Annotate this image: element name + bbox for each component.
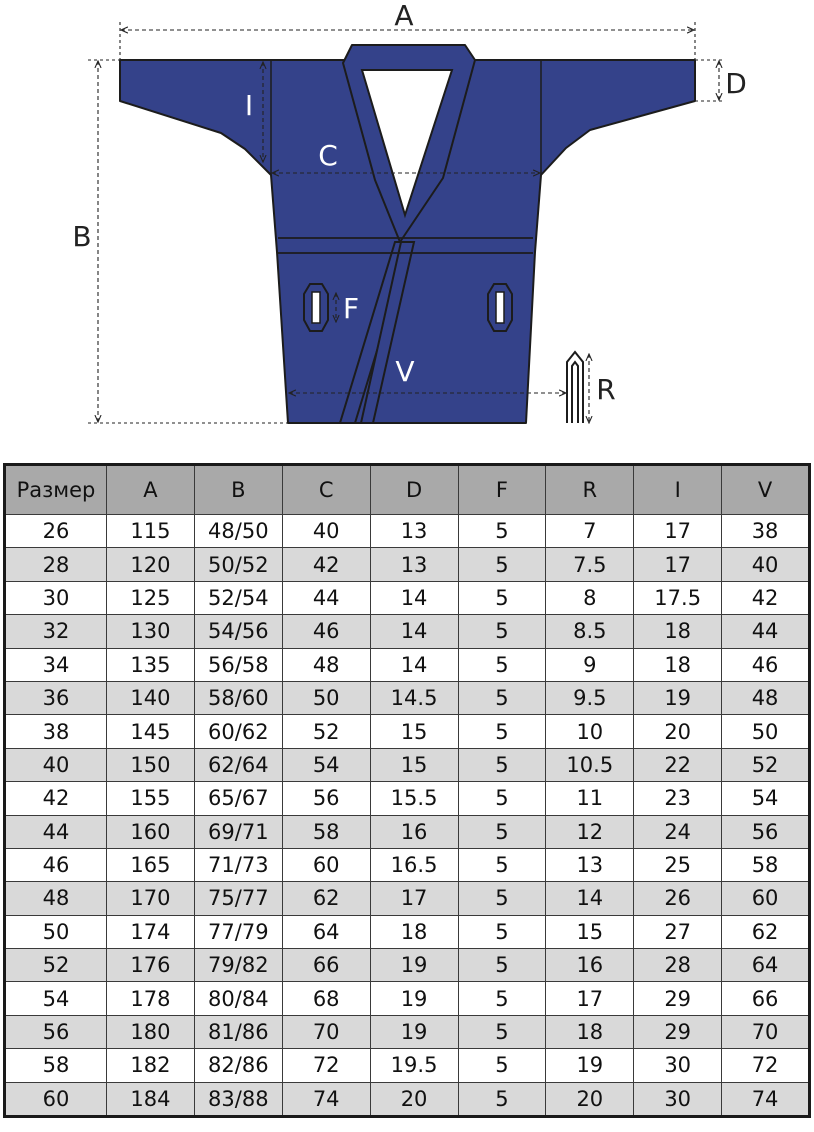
table-cell: 70 bbox=[722, 1015, 810, 1048]
table-row bbox=[5, 982, 810, 1015]
column-header: C bbox=[282, 465, 370, 515]
table-cell: 18 bbox=[546, 1015, 634, 1048]
table-cell: 72 bbox=[282, 1049, 370, 1082]
table-cell: 50 bbox=[5, 915, 107, 948]
table-cell: 46 bbox=[722, 648, 810, 681]
table-cell: 74 bbox=[722, 1082, 810, 1116]
table-cell: 54 bbox=[5, 982, 107, 1015]
column-header: D bbox=[370, 465, 458, 515]
table-cell: 5 bbox=[458, 515, 546, 548]
table-cell: 60/62 bbox=[194, 715, 282, 748]
table-cell: 5 bbox=[458, 1049, 546, 1082]
table-cell: 14 bbox=[370, 615, 458, 648]
column-header: V bbox=[722, 465, 810, 515]
table-cell: 5 bbox=[458, 1082, 546, 1116]
table-cell: 125 bbox=[107, 581, 195, 614]
table-cell: 58 bbox=[5, 1049, 107, 1082]
table-cell: 32 bbox=[5, 615, 107, 648]
label-a: A bbox=[394, 0, 414, 32]
table-cell: 18 bbox=[370, 915, 458, 948]
table-cell: 44 bbox=[282, 581, 370, 614]
table-cell: 60 bbox=[282, 848, 370, 881]
table-cell: 46 bbox=[282, 615, 370, 648]
table-cell: 178 bbox=[107, 982, 195, 1015]
table-cell: 40 bbox=[5, 748, 107, 781]
label-c: C bbox=[318, 139, 338, 172]
table-cell: 52/54 bbox=[194, 581, 282, 614]
label-b: B bbox=[72, 220, 92, 253]
table-row bbox=[5, 715, 810, 748]
table-cell: 66 bbox=[282, 949, 370, 982]
table-cell: 74 bbox=[282, 1082, 370, 1116]
table-cell: 71/73 bbox=[194, 848, 282, 881]
belt-loop-left bbox=[304, 284, 328, 331]
table-cell: 130 bbox=[107, 615, 195, 648]
label-v: V bbox=[395, 355, 415, 388]
table-cell: 16 bbox=[370, 815, 458, 848]
table-cell: 10 bbox=[546, 715, 634, 748]
column-header: F bbox=[458, 465, 546, 515]
table-cell: 7.5 bbox=[546, 548, 634, 581]
table-cell: 14.5 bbox=[370, 681, 458, 714]
table-cell: 174 bbox=[107, 915, 195, 948]
table-row bbox=[5, 748, 810, 781]
table-cell: 180 bbox=[107, 1015, 195, 1048]
table-cell: 13 bbox=[370, 548, 458, 581]
table-cell: 29 bbox=[634, 1015, 722, 1048]
table-row bbox=[5, 581, 810, 614]
table-cell: 20 bbox=[546, 1082, 634, 1116]
table-row bbox=[5, 882, 810, 915]
table-cell: 50 bbox=[282, 681, 370, 714]
table-cell: 83/88 bbox=[194, 1082, 282, 1116]
table-cell: 18 bbox=[634, 615, 722, 648]
table-cell: 165 bbox=[107, 848, 195, 881]
table-cell: 5 bbox=[458, 648, 546, 681]
table-cell: 36 bbox=[5, 681, 107, 714]
table-cell: 18 bbox=[634, 648, 722, 681]
table-cell: 14 bbox=[370, 581, 458, 614]
table-cell: 56/58 bbox=[194, 648, 282, 681]
table-cell: 77/79 bbox=[194, 915, 282, 948]
belt-tip bbox=[567, 352, 583, 423]
table-row bbox=[5, 915, 810, 948]
table-row bbox=[5, 1082, 810, 1116]
table-cell: 34 bbox=[5, 648, 107, 681]
table-cell: 64 bbox=[282, 915, 370, 948]
table-cell: 20 bbox=[370, 1082, 458, 1116]
label-i: I bbox=[244, 89, 254, 122]
column-header: B bbox=[194, 465, 282, 515]
table-cell: 15.5 bbox=[370, 782, 458, 815]
table-cell: 184 bbox=[107, 1082, 195, 1116]
table-cell: 5 bbox=[458, 681, 546, 714]
table-cell: 170 bbox=[107, 882, 195, 915]
table-cell: 19 bbox=[370, 1015, 458, 1048]
table-cell: 5 bbox=[458, 1015, 546, 1048]
table-cell: 40 bbox=[282, 515, 370, 548]
table-cell: 17.5 bbox=[634, 581, 722, 614]
table-cell: 5 bbox=[458, 848, 546, 881]
table-cell: 69/71 bbox=[194, 815, 282, 848]
table-cell: 58/60 bbox=[194, 681, 282, 714]
table-cell: 30 bbox=[634, 1049, 722, 1082]
table-cell: 52 bbox=[722, 748, 810, 781]
table-cell: 13 bbox=[546, 848, 634, 881]
table-cell: 7 bbox=[546, 515, 634, 548]
table-row bbox=[5, 548, 810, 581]
table-cell: 60 bbox=[722, 882, 810, 915]
table-row bbox=[5, 1049, 810, 1082]
table-cell: 10.5 bbox=[546, 748, 634, 781]
table-cell: 14 bbox=[370, 648, 458, 681]
table-row bbox=[5, 815, 810, 848]
table-row bbox=[5, 782, 810, 815]
table-cell: 62 bbox=[282, 882, 370, 915]
table-cell: 12 bbox=[546, 815, 634, 848]
table-cell: 28 bbox=[5, 548, 107, 581]
column-header: R bbox=[546, 465, 634, 515]
table-cell: 42 bbox=[5, 782, 107, 815]
table-cell: 30 bbox=[5, 581, 107, 614]
table-cell: 140 bbox=[107, 681, 195, 714]
table-cell: 135 bbox=[107, 648, 195, 681]
table-cell: 8.5 bbox=[546, 615, 634, 648]
table-body bbox=[5, 515, 810, 1117]
label-d: D bbox=[725, 67, 747, 100]
table-cell: 19.5 bbox=[370, 1049, 458, 1082]
size-table-container bbox=[3, 463, 811, 1118]
table-cell: 5 bbox=[458, 782, 546, 815]
table-cell: 54/56 bbox=[194, 615, 282, 648]
table-cell: 15 bbox=[546, 915, 634, 948]
table-cell: 79/82 bbox=[194, 949, 282, 982]
size-table bbox=[3, 463, 811, 1118]
table-cell: 65/67 bbox=[194, 782, 282, 815]
table-cell: 29 bbox=[634, 982, 722, 1015]
table-row bbox=[5, 648, 810, 681]
table-cell: 115 bbox=[107, 515, 195, 548]
jacket-diagram bbox=[0, 0, 814, 440]
table-cell: 160 bbox=[107, 815, 195, 848]
table-cell: 19 bbox=[370, 982, 458, 1015]
table-cell: 48 bbox=[282, 648, 370, 681]
label-r: R bbox=[596, 373, 616, 406]
column-header: Размер bbox=[5, 465, 107, 515]
table-cell: 48 bbox=[5, 882, 107, 915]
table-cell: 52 bbox=[5, 949, 107, 982]
table-row bbox=[5, 681, 810, 714]
table-cell: 5 bbox=[458, 748, 546, 781]
table-cell: 19 bbox=[634, 681, 722, 714]
table-cell: 25 bbox=[634, 848, 722, 881]
table-cell: 70 bbox=[282, 1015, 370, 1048]
table-row bbox=[5, 1015, 810, 1048]
table-cell: 5 bbox=[458, 915, 546, 948]
table-cell: 17 bbox=[370, 882, 458, 915]
table-cell: 120 bbox=[107, 548, 195, 581]
table-cell: 26 bbox=[634, 882, 722, 915]
table-cell: 5 bbox=[458, 882, 546, 915]
table-cell: 50 bbox=[722, 715, 810, 748]
table-row bbox=[5, 848, 810, 881]
table-cell: 82/86 bbox=[194, 1049, 282, 1082]
table-cell: 75/77 bbox=[194, 882, 282, 915]
table-cell: 19 bbox=[370, 949, 458, 982]
table-cell: 48 bbox=[722, 681, 810, 714]
table-cell: 182 bbox=[107, 1049, 195, 1082]
table-cell: 17 bbox=[634, 515, 722, 548]
table-cell: 9 bbox=[546, 648, 634, 681]
table-cell: 58 bbox=[722, 848, 810, 881]
table-cell: 9.5 bbox=[546, 681, 634, 714]
table-cell: 23 bbox=[634, 782, 722, 815]
table-cell: 17 bbox=[634, 548, 722, 581]
table-cell: 80/84 bbox=[194, 982, 282, 1015]
table-cell: 52 bbox=[282, 715, 370, 748]
table-cell: 26 bbox=[5, 515, 107, 548]
table-row bbox=[5, 949, 810, 982]
table-row bbox=[5, 515, 810, 548]
table-cell: 81/86 bbox=[194, 1015, 282, 1048]
table-cell: 5 bbox=[458, 815, 546, 848]
table-cell: 44 bbox=[5, 815, 107, 848]
table-cell: 42 bbox=[282, 548, 370, 581]
table-cell: 56 bbox=[5, 1015, 107, 1048]
table-cell: 13 bbox=[370, 515, 458, 548]
table-cell: 5 bbox=[458, 615, 546, 648]
table-cell: 44 bbox=[722, 615, 810, 648]
table-cell: 16 bbox=[546, 949, 634, 982]
table-cell: 176 bbox=[107, 949, 195, 982]
table-cell: 54 bbox=[282, 748, 370, 781]
table-cell: 50/52 bbox=[194, 548, 282, 581]
label-f: F bbox=[342, 292, 360, 325]
table-cell: 56 bbox=[722, 815, 810, 848]
column-header: A bbox=[107, 465, 195, 515]
table-cell: 150 bbox=[107, 748, 195, 781]
table-cell: 48/50 bbox=[194, 515, 282, 548]
table-cell: 72 bbox=[722, 1049, 810, 1082]
table-cell: 28 bbox=[634, 949, 722, 982]
table-cell: 5 bbox=[458, 949, 546, 982]
table-cell: 58 bbox=[282, 815, 370, 848]
table-cell: 5 bbox=[458, 581, 546, 614]
table-cell: 16.5 bbox=[370, 848, 458, 881]
table-cell: 22 bbox=[634, 748, 722, 781]
table-header-row bbox=[5, 465, 810, 515]
table-cell: 62/64 bbox=[194, 748, 282, 781]
table-cell: 64 bbox=[722, 949, 810, 982]
table-cell: 14 bbox=[546, 882, 634, 915]
table-cell: 155 bbox=[107, 782, 195, 815]
table-cell: 60 bbox=[5, 1082, 107, 1116]
table-cell: 5 bbox=[458, 548, 546, 581]
table-cell: 56 bbox=[282, 782, 370, 815]
table-cell: 15 bbox=[370, 748, 458, 781]
table-cell: 27 bbox=[634, 915, 722, 948]
table-cell: 8 bbox=[546, 581, 634, 614]
table-cell: 62 bbox=[722, 915, 810, 948]
table-cell: 38 bbox=[5, 715, 107, 748]
table-cell: 42 bbox=[722, 581, 810, 614]
table-cell: 11 bbox=[546, 782, 634, 815]
table-row bbox=[5, 615, 810, 648]
table-cell: 66 bbox=[722, 982, 810, 1015]
table-cell: 40 bbox=[722, 548, 810, 581]
table-cell: 30 bbox=[634, 1082, 722, 1116]
table-cell: 145 bbox=[107, 715, 195, 748]
table-cell: 54 bbox=[722, 782, 810, 815]
table-cell: 20 bbox=[634, 715, 722, 748]
table-cell: 38 bbox=[722, 515, 810, 548]
table-cell: 24 bbox=[634, 815, 722, 848]
table-cell: 46 bbox=[5, 848, 107, 881]
table-cell: 5 bbox=[458, 982, 546, 1015]
table-cell: 19 bbox=[546, 1049, 634, 1082]
table-cell: 68 bbox=[282, 982, 370, 1015]
table-cell: 17 bbox=[546, 982, 634, 1015]
column-header: I bbox=[634, 465, 722, 515]
belt-loop-right bbox=[488, 284, 512, 331]
table-cell: 15 bbox=[370, 715, 458, 748]
table-cell: 5 bbox=[458, 715, 546, 748]
